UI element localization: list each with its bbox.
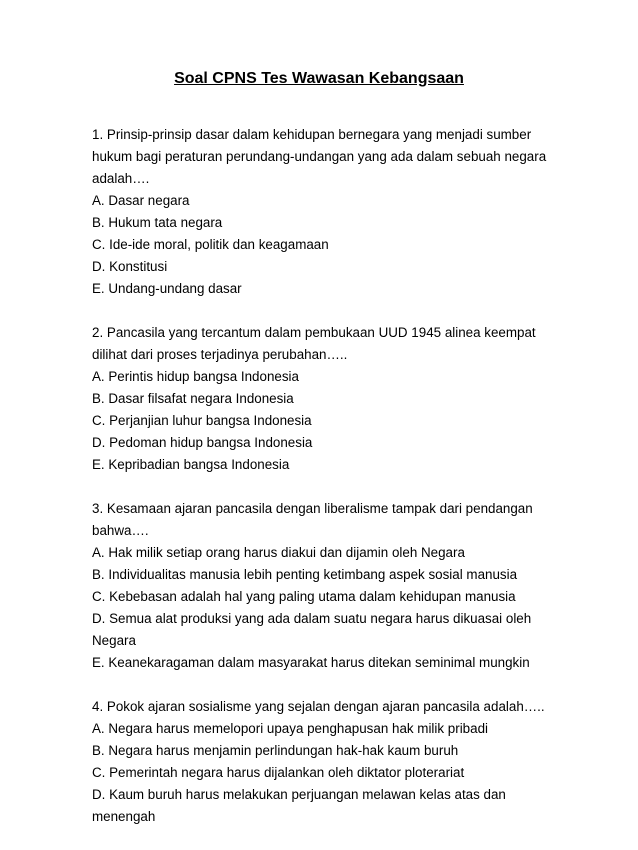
question-list <box>92 124 562 850</box>
option-d: D. Kaum buruh harus melakukan perjuangan melawan kelas atas dan menengah <box>92 787 506 824</box>
option-d: D. Pedoman hidup bangsa Indonesia <box>92 435 313 450</box>
option-d: D. Konstitusi <box>92 259 168 274</box>
option-e: E. Kepribadian bangsa Indonesia <box>92 457 290 472</box>
question-4 <box>92 696 562 828</box>
question-2 <box>92 322 562 476</box>
option-b: B. Hukum tata negara <box>92 215 223 230</box>
option-c: C. Ide-ide moral, politik dan keagamaan <box>92 237 329 252</box>
question-1 <box>92 124 562 300</box>
question-text: 3. Kesamaan ajaran pancasila dengan liberalisme tampak dari pendangan bahwa…. <box>92 501 533 538</box>
option-b: B. Dasar filsafat negara Indonesia <box>92 391 294 406</box>
option-b: B. Individualitas manusia lebih penting ketimbang aspek sosial manusia <box>92 567 518 582</box>
option-c: C. Pemerintah negara harus dijalankan oleh diktator ploterariat <box>92 765 465 780</box>
option-a: A. Dasar negara <box>92 193 190 208</box>
document-title: Soal CPNS Tes Wawasan Kebangsaan <box>174 70 464 87</box>
option-a: A. Hak milik setiap orang harus diakui dan dijamin oleh Negara <box>92 545 465 560</box>
question-3 <box>92 498 562 674</box>
option-e: E. Keanekaragaman dalam masyarakat harus ditekan seminimal mungkin <box>92 655 530 670</box>
option-c: C. Perjanjian luhur bangsa Indonesia <box>92 413 312 428</box>
question-text: 2. Pancasila yang tercantum dalam pembukaan UUD 1945 alinea keempat dilihat dari proses terjadinya perubahan….. <box>92 325 536 362</box>
option-e: E. Undang-undang dasar <box>92 281 242 296</box>
option-c: C. Kebebasan adalah hal yang paling utama dalam kehidupan manusia <box>92 589 516 604</box>
option-a: A. Perintis hidup bangsa Indonesia <box>92 369 299 384</box>
question-text: 1. Prinsip-prinsip dasar dalam kehidupan bernegara yang menjadi sumber hukum bagi peraturan perundang-undangan yang ada dalam sebuah negara adalah…. <box>92 127 547 186</box>
option-a: A. Negara harus memelopori upaya penghapusan hak milik pribadi <box>92 721 488 736</box>
option-d: D. Semua alat produksi yang ada dalam suatu negara harus dikuasai oleh Negara <box>92 611 532 648</box>
question-text: 4. Pokok ajaran sosialisme yang sejalan dengan ajaran pancasila adalah….. <box>92 699 545 714</box>
option-b: B. Negara harus menjamin perlindungan hak-hak kaum buruh <box>92 743 459 758</box>
